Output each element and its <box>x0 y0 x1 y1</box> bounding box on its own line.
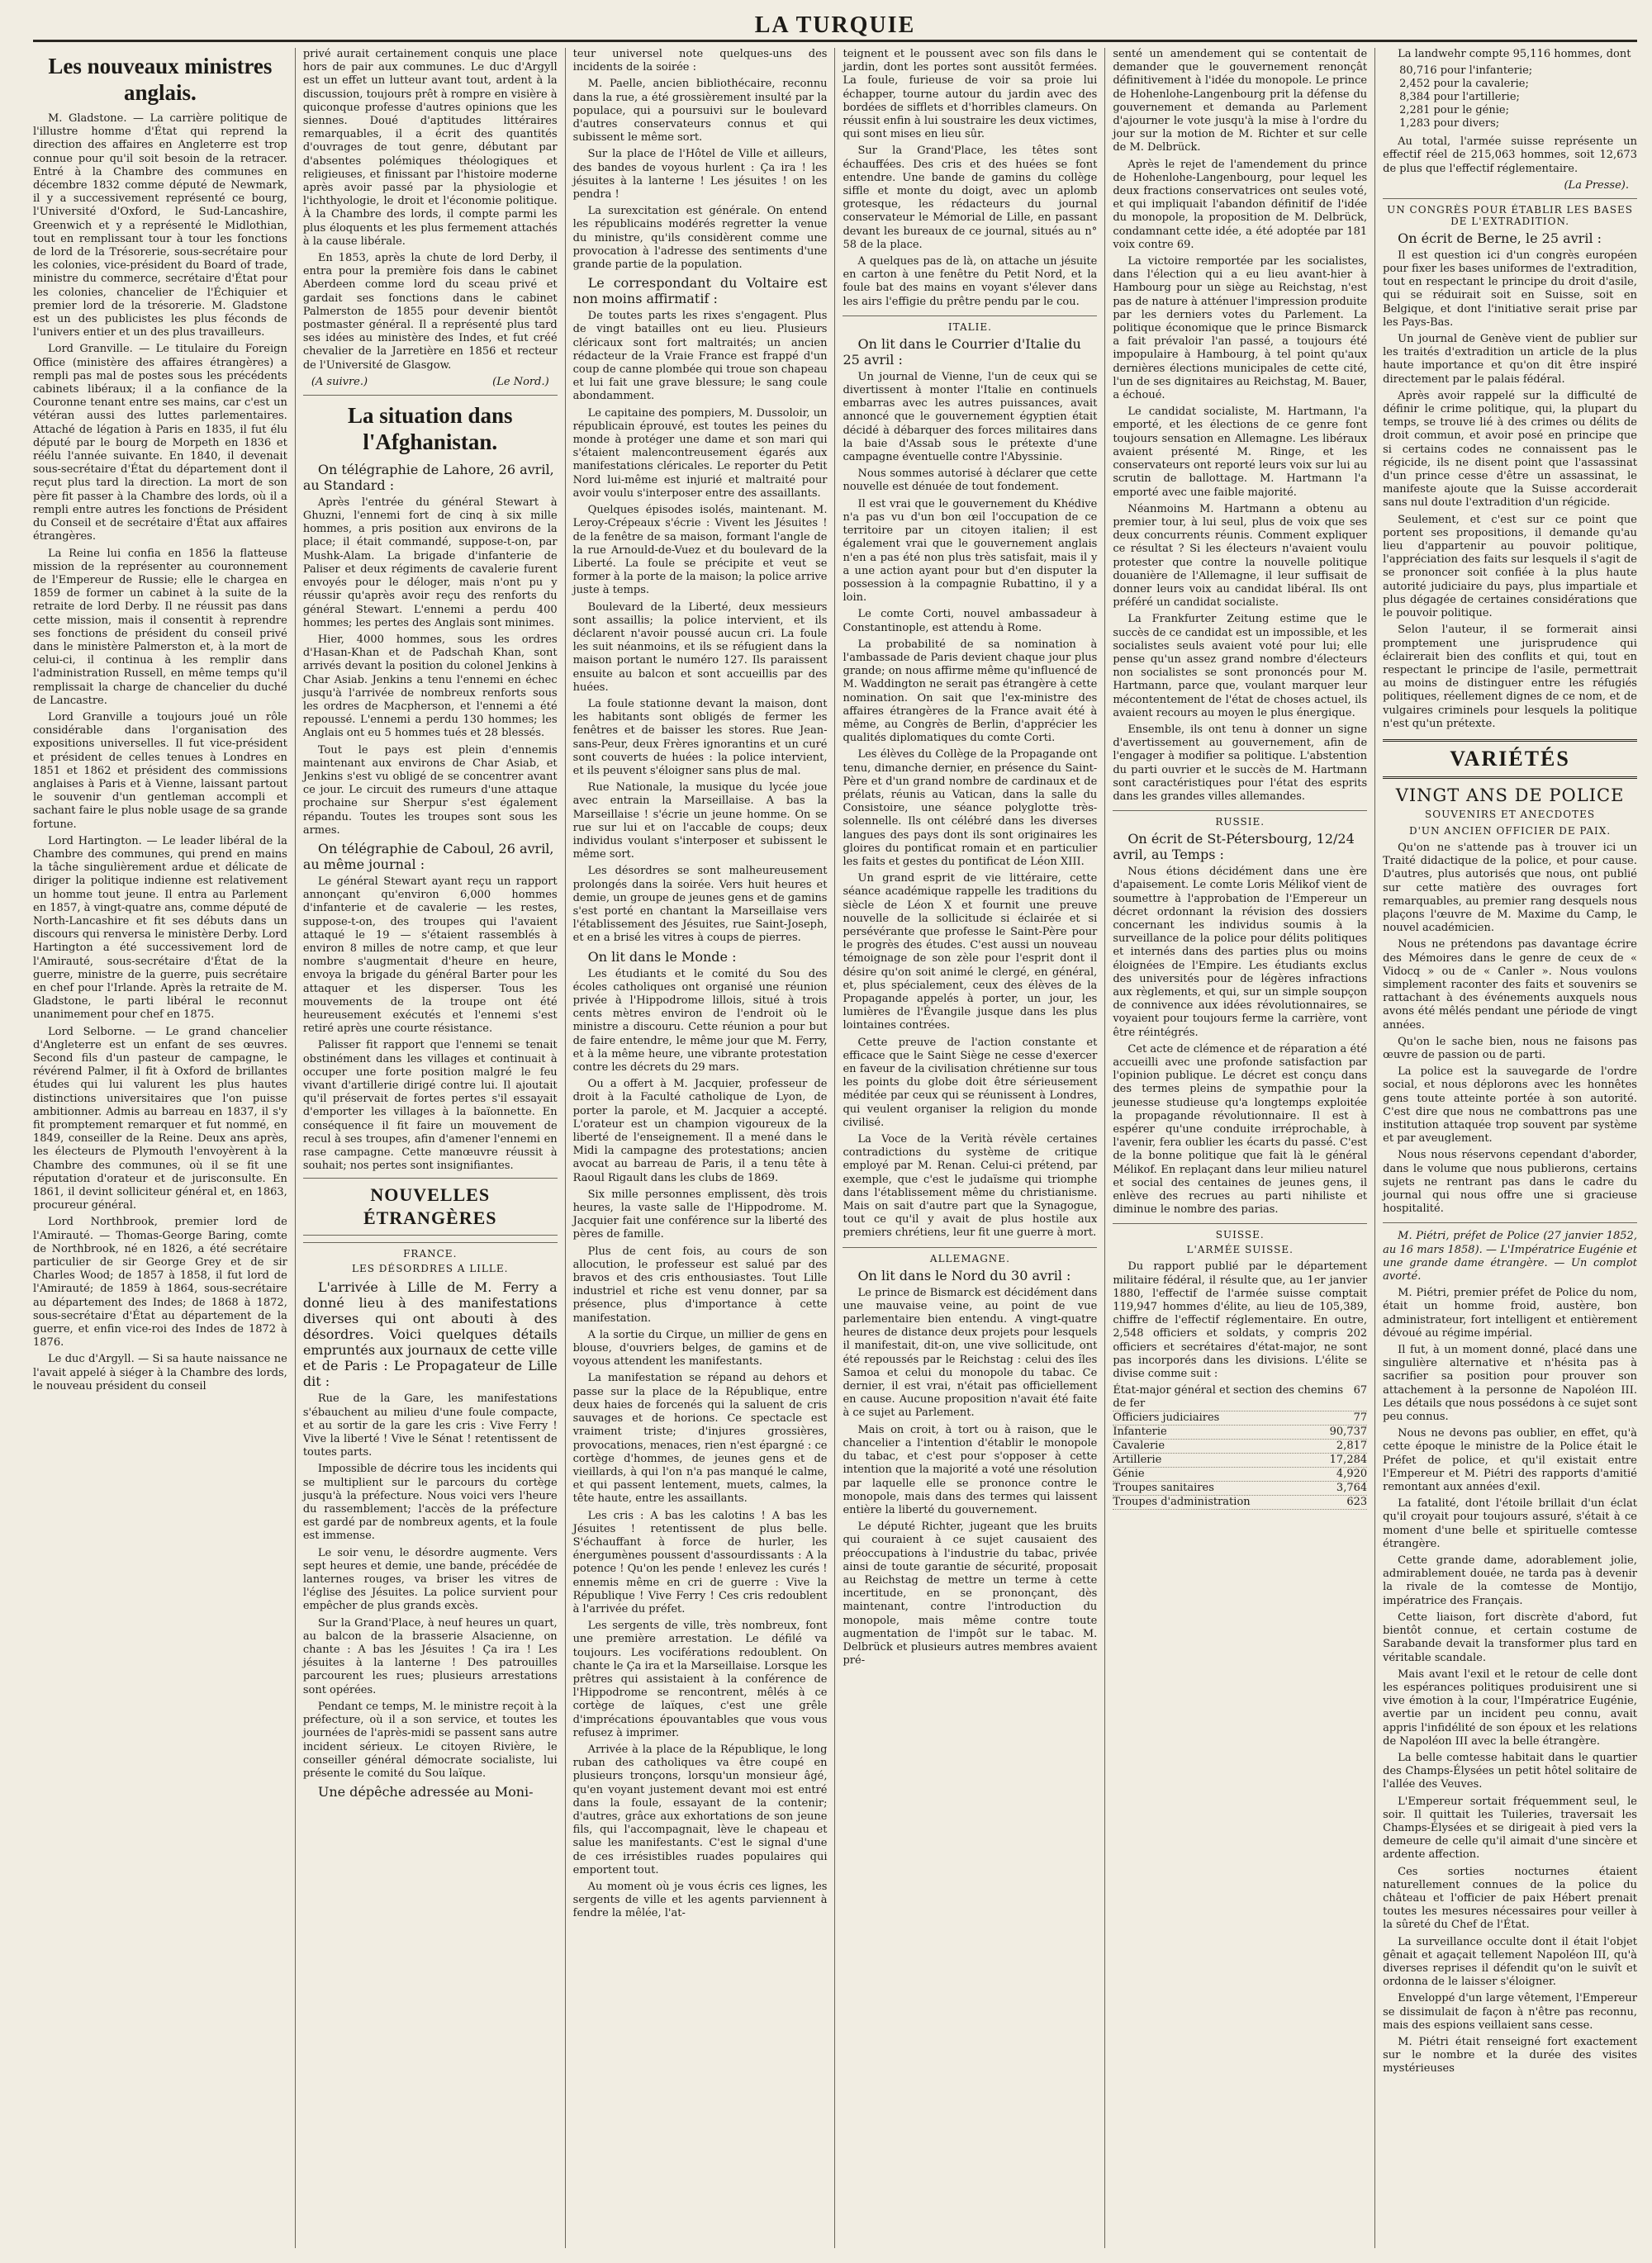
column-2 <box>295 48 565 2248</box>
paragraph: La victoire remportée par les socialistes, dans l'élection qui a eu lieu avant-hier à Hambourg pour un siège au Reichstag, n'est pas de nature à atténuer l'impression produite par les derniers votes du Parlement. La politique économique que le prince Bismarck a fait prévaloir l'an passé, a toujours été impopulaire à Hambourg, à tel point qu'aux dernières élections municipales de cette cité, l'un de ses dignitaires au Reichstag, M. Bauer, a échoué. <box>1113 255 1368 402</box>
country-heading: ALLEMAGNE. <box>843 1247 1097 1264</box>
paragraph: Le duc d'Argyll. — Si sa haute naissance ne l'avait appelé à siéger à la Chambre des lords, le nouveau président du conseil <box>33 1353 287 1392</box>
feature-title: VINGT ANS DE POLICE <box>1395 785 1625 805</box>
table-row <box>1113 1411 1367 1426</box>
paragraph: La police est la sauvegarde de l'ordre social, et nous déplorons avec les honnêtes gens toute atteinte portée à son autorité. C'est dire que nous ne combattrons pas une institution attaquée trop souvent par système et par aveuglement. <box>1383 1065 1637 1146</box>
table-row-value: 4,920 <box>1336 1468 1368 1481</box>
paragraph: Sur la Grand'Place, les têtes sont échauffées. Des cris et des huées se font entendre. Une bande de gamins du collège siffle et monte du doigt, avec un aplomb grotesque, les rédacteurs du journal conservateur le Mémorial de Lille, en passant devant les bureaux de ce journal, situés au n° 58 de la place. <box>843 145 1098 251</box>
paragraph: Boulevard de la Liberté, deux messieurs sont assaillis; la police intervient, et ils déclarent n'avoir poussé aucun cri. La foule les suit néanmoins, et ils se réfugient dans la maison portant le numéro 127. Ils paraissent ensuite au balcon et sont accueillis par des huées. <box>572 600 828 694</box>
column-3 <box>565 48 835 2248</box>
paragraph: Pendant ce temps, M. le ministre reçoit à la préfecture, où il a son service, et toutes les journées de l'après-midi se passent sans autre incident sérieux. Le citoyen Rivière, le conseiller général démocrate socialiste, lui présente le comité du Sou laïque. <box>302 1700 558 1780</box>
paragraph: Mais on croit, à tort ou à raison, que le chancelier a l'intention d'établir le monopole du tabac, et c'est pour s'opposer à cette intention que la majorité a voté une résolution par laquelle elle se prononce contre le monopole, mais dans des termes qui laissent entière la liberté du gouvernement. <box>843 1423 1098 1516</box>
paragraph: Après l'entrée du général Stewart à Ghuzni, l'ennemi fort de cinq à six mille hommes, a pris position aux environs de la place; il était commandé, suppose-t-on, par Mushk-Alam. La brigade d'infanterie de Paliser et deux régiments de cavalerie furent envoyés pour le déloger, mais n'ont pu y réussir qu'après avoir reçu des renforts du général Stewart. L'ennemi a perdu 400 hommes; les pertes des Anglais sont minimes. <box>302 496 558 629</box>
section-heading: UN CONGRÈS POUR ÉTABLIR LES BASES DE L'EXTRADITION. <box>1383 198 1637 227</box>
dateline: On télégraphie de Lahore, 26 avril, au Standard : <box>302 461 554 493</box>
dateline: On lit dans le Monde : <box>587 948 737 965</box>
table-row-value: 2,817 <box>1336 1440 1368 1453</box>
paragraph: Arrivée à la place de la République, le long ruban des catholiques va être coupé en plusieurs tronçons, lorsqu'un monsieur âgé, qu'en voyant justement devant moi est entré dans la foule, essayant de la contenir; d'autres, grâce aux exhortations de son jeune fils, qui l'accompagnait, lève le chapeau et salue les manifestants. C'est le signal d'une de ces irrésistibles ruades populaires qui emportent tout. <box>572 1743 828 1876</box>
stat-line: 1,283 pour divers; <box>1399 117 1500 130</box>
paragraph: Sur la place de l'Hôtel de Ville et ailleurs, des bandes de voyous hurlent : Ça ira ! les jésuites à la lanterne ! Les jésuites ! on les pendra ! <box>572 148 828 202</box>
country-heading: ITALIE. <box>843 315 1097 333</box>
paragraph: Ces sorties nocturnes étaient naturellement connues de la police du château et l'officier de paix Hébert prenait toutes les mesures nécessaires pour veiller à la sûreté du Chef de l'État. <box>1383 1865 1637 1932</box>
paragraph: La Reine lui confia en 1856 la flatteuse mission de la représenter au couronnement de l'Empereur de Russie; elle le chargea en 1859 de former un cabinet à la suite de la retraite de lord Derby. Il ne réussit pas dans cette mission, mais il consentit à reprendre ses fonctions de président du conseil privé dans le ministère Palmerston et, à la mort de celui-ci, il continua à les remplir dans l'administration Russell, en même temps qu'il remplissait la charge de chancelier du duché de Lancastre. <box>33 547 287 707</box>
table-row <box>1113 1384 1367 1411</box>
chapter-summary: M. Piétri, préfet de Police (27 janvier 1852, au 16 mars 1858). — L'Impératrice Eugénie et une grande dame étrangère. — Un complot avorté. <box>1383 1230 1637 1283</box>
paragraph: A quelques pas de là, on attache un jésuite en carton à une fenêtre du Petit Nord, et la foule bat des mains en voyant s'élever dans les airs l'effigie du prêtre pendu par le cou. <box>843 255 1098 308</box>
masthead: LA TURQUIE <box>33 12 1637 42</box>
country-heading: RUSSIE. <box>1113 810 1367 828</box>
paragraph: Nous ne prétendons pas davantage écrire des Mémoires dans le genre de ceux de « Vidocq » ou de « Canler ». Nous voulons simplement raconter des faits et souvenirs se rattachant à des événements auxquels nous avons été mêlés pendant une période de vingt années. <box>1383 938 1637 1032</box>
source-credit: (Le Nord.) <box>492 375 549 388</box>
table-row <box>1113 1468 1367 1482</box>
stat-line: 2,281 pour le génie; <box>1399 104 1509 117</box>
to-be-continued: (A suivre.) <box>311 375 368 388</box>
paragraph: Le correspondant du Voltaire est non moins affirmatif : <box>572 275 828 307</box>
paragraph: senté un amendement qui se contentait de demander que le gouvernement renonçât définitivement à l'idée du monopole. Le prince de Hohenlohe-Langenbourg prit la défense du gouvernement et demanda au Parlement d'ajourner le vote jusqu'à la mise à l'ordre du jour sur la motion de M. Richter et sur celle de M. Delbrück. <box>1113 48 1368 154</box>
paragraph: Après le rejet de l'amendement du prince de Hohenlohe-Langenbourg, pour lequel les deux fractions conservatrices ont seules voté, et qui impliquait l'abandon définitif de l'idée du monopole, la proposition de M. Delbrück, condamnant cette idée, a été adoptée par 181 voix contre 69. <box>1113 158 1368 251</box>
section-title-varietes: VARIÉTÉS <box>1383 739 1637 779</box>
paragraph: Six mille personnes emplissent, dès trois heures, la vaste salle de l'Hippodrome. M. Jacquier fait une conférence sur la liberté des pères de famille. <box>572 1188 828 1241</box>
paragraph: Nous sommes autorisé à déclarer que cette nouvelle est dénuée de tout fondement. <box>843 467 1098 494</box>
landwehr-stats <box>1399 64 1637 130</box>
paragraph: Les cris : A bas les calotins ! A bas les Jésuites ! retentissent de plus belle. S'échauffant à force de hurler, les énergumènes poussent d'assourdissants : A la potence ! Qu'on les pende ! enlevez les curés ! ennemis même en cri de guerre : Vive la République ! Vive Ferry ! Ces cris redoublent à l'arrivée du préfet. <box>572 1509 828 1615</box>
divider <box>1383 1222 1637 1223</box>
stat-line: 8,384 pour l'artillerie; <box>1399 91 1520 104</box>
paragraph: Un grand esprit de vie littéraire, cette séance académique rappelle les traditions du siècle de Léon X et fournit une preuve nouvelle de la sollicitude si éclairée et si persévérante que professe le Saint-Père pour le progrès des études. C'est aussi un nouveau témoignage de son zèle pour l'esprit dont il désire qu'on soit animé le clergé, en général, et, plus spécialement, ceux des élèves de la Propagande appelés à porter, un jour, les lumières de l'Évangile jusque dans les plus lointaines contrées. <box>843 872 1098 1032</box>
paragraph: M. Piétri était renseigné fort exactement sur le nombre et la durée des visites mystérieuses <box>1383 2035 1637 2076</box>
subheading: LES DÉSORDRES A LILLE. <box>352 1263 509 1275</box>
table-row-label: Troupes sanitaires <box>1113 1482 1214 1495</box>
country-heading: SUISSE. <box>1113 1223 1367 1241</box>
paragraph: Qu'on le sache bien, nous ne faisons pas œuvre de passion ou de parti. <box>1383 1035 1637 1061</box>
paragraph: Le général Stewart ayant reçu un rapport annonçant qu'environ 6,000 hommes d'infanterie et de cavalerie — les restes, suppose-t-on, des troupes qui l'avaient attaqué le 19 — s'étaient rassemblés à environ 8 milles de notre camp, et que leur nombre s'augmentait d'heure en heure, envoya la brigade du général Barter pour les attaquer et les disperser. Tous les mouvements de la troupe ont été heureusement exécutés et l'ennemi s'est retiré après une courte résistance. <box>302 875 558 1036</box>
table-row-value: 67 <box>1353 1384 1368 1397</box>
paragraph: M. Gladstone. — La carrière politique de l'illustre homme d'État qui reprend la direction des affaires en Angleterre est trop connue pour qu'il soit besoin de la retracer. Entré à la Chambre des communes en décembre 1832 comme député de Newmark, il y a successivement représenté ce bourg, l'Université d'Oxford, le Sud-Lancashire, Greenwich et y a représenté le Midlothian, tout en remplissant tour à tour les fonctions de lord de la Trésorerie, sous-secrétaire pour les colonies, vice-président du Board of trade, ministre du commerce, secrétaire d'État pour les colonies, chancelier de l'Échiquier et premier lord de la trésorerie. M. Gladstone est un des publicistes les plus féconds de l'univers entier et un des plus travailleurs. <box>33 112 287 339</box>
paragraph: Nous nous réservons cependant d'aborder, dans le volume que nous publierons, certains sujets ne rentrant pas dans le cadre du journal qui nous offre une si gracieuse hospitalité. <box>1383 1149 1637 1216</box>
country-heading: FRANCE. <box>303 1242 558 1260</box>
table-row-value: 77 <box>1353 1411 1368 1425</box>
paragraph: Nous ne devons pas oublier, en effet, qu'à cette époque le ministre de la Police était le Préfet de police, et qu'il existait entre l'Empereur et M. Piétri des rapports d'amitié remontant aux années d'exil. <box>1383 1427 1637 1494</box>
paragraph: La surveillance occulte dont il était l'objet gênait et agaçait tellement Napoléon III, qu'à diverses reprises il défendit qu'on le suivît et ordonna de le laisser s'éloigner. <box>1383 1935 1637 1989</box>
paragraph: Tout le pays est plein d'ennemis maintenant aux environs de Char Asiab, et Jenkins s'est vu obligé de se concentrer avant ce jour. Le circuit des rumeurs d'une attaque prochaine sur Sherpur s'est également répandu. Toutes les troupes sont sous les armes. <box>302 743 558 837</box>
dateline: On lit dans le Courrier d'Italie du 25 avril : <box>843 335 1081 368</box>
paragraph: Selon l'auteur, il se formerait ainsi promptement une jurisprudence qui éclairerait bien des conflits et qui, tout en respectant le principe de l'asile, permettrait au moins de distinguer entre les réfugiés politiques, réellement dignes de ce nom, et de vulgaires criminels pour lesquels la politique n'est qu'un prétexte. <box>1383 624 1637 730</box>
table-row-label: État-major général et section des chemins de fer <box>1113 1384 1344 1411</box>
paragraph: Le prince de Bismarck est décidément dans une mauvaise veine, au point de vue parlementaire bien entendu. A vingt-quatre heures de distance deux projets pour lesquels il manifestait, dit-on, une vive sollicitude, ont été repoussés par le Reichstag : celui des îles Samoa et celui du monopole du tabac. Ce dernier, il est vrai, n'était pas officiellement en cause. Aucune proposition n'avait été faite à ce sujet au Parlement. <box>843 1286 1098 1420</box>
paragraph: privé aurait certainement conquis une place hors de pair aux communes. Le duc d'Argyll est un effet un lutteur avant tout, ardent à la discussion, toujours prêt à rompre en visière à quiconque professe d'autres opinions que les siennes. Doué d'aptitudes littéraires remarquables, il a écrit des quantités d'ouvrages de tout genre, débutant par d'absentes polémiques théologiques et religieuses, et finissant par l'histoire moderne après avoir passé par la physiologie et l'ichthyologie, le droit et l'économie politique. À la Chambre des lords, il compte parmi les plus éloquents et les plus fermement attachés à la cause libérale. <box>302 48 558 248</box>
dateline: On lit dans le Nord du 30 avril : <box>857 1267 1071 1283</box>
stat-line: 2,452 pour la cavalerie; <box>1399 78 1529 91</box>
paragraph: Nous étions décidément dans une ère d'apaisement. Le comte Loris Mélikof vient de soumettre à l'approbation de l'Empereur un décret ordonnant la révision des dossiers concernant les individus soumis à la surveillance de la police pour délits politiques et internés dans des parties plus ou moins éloignées de l'Empire. Les étudiants exclus des universités pour de légères infractions aux règlements, et qui, sur un simple soupçon de connivence aux idées révolutionnaires, se voyaient pour toujours ferme la carrière, vont être réintégrés. <box>1113 866 1368 1039</box>
paragraph: teur universel note quelques-uns des incidents de la soirée : <box>572 48 828 74</box>
table-row <box>1113 1440 1367 1454</box>
columns <box>33 48 1637 2248</box>
paragraph: Après avoir rappelé sur la difficulté de définir le crime politique, qui, la plupart du temps, se trouve lié à des crimes ou délits de droit commun, et avoir posé en principe que si certains codes ne connaissent pas le régicide, ils ne disent point que l'assassinat d'un prince cesse d'être un assassinat, le manifeste ajoute que la Suisse accorderait sans nul doute l'extradition d'un régicide. <box>1383 389 1637 510</box>
paragraph: Hier, 4000 hommes, sous les ordres d'Hasan-Khan et de Padschah Khan, sont arrivés devant la position du colonel Jenkins à Char Asiab. Jenkins a tenu l'ennemi en échec jusqu'à l'arrivée de nombreux renforts sous les ordres de Macpherson, et l'ennemi a été repoussé. L'ennemi a perdu 130 hommes; les Anglais ont eu 5 hommes tués et 28 blessés. <box>302 633 558 740</box>
paragraph: Qu'on ne s'attende pas à trouver ici un Traité didactique de la police, et pour cause. D'autres, plus autorisés que nous, ont publié sur cette matière des ouvrages fort remarquables, au premier rang desquels nous plaçons l'œuvre de M. Maxime du Camp, le nouvel académicien. <box>1383 841 1637 935</box>
paragraph: La belle comtesse habitait dans le quartier des Champs-Élysées un petit hôtel solitaire de l'allée des Veuves. <box>1383 1751 1637 1791</box>
table-row-value: 17,284 <box>1329 1454 1368 1467</box>
paragraph: Cette grande dame, adorablement jolie, admirablement douée, ne tarda pas à devenir la rivale de la comtesse de Montijo, impératrice des Français. <box>1383 1554 1637 1607</box>
stat-line: 80,716 pour l'infanterie; <box>1399 64 1533 78</box>
paragraph: Il est vrai que le gouvernement du Khédive n'a pas vu d'un bon œil l'occupation de ce territoire par un citoyen italien; il est également vrai que le gouvernement anglais n'en a pas été non plus très satisfait, mais il y a une action ayant pour but d'en disputer la possession à la compagnie Rubattino, il y a loin. <box>843 497 1098 605</box>
table-row <box>1113 1426 1367 1440</box>
paragraph: A la sortie du Cirque, un millier de gens en blouse, d'ouvriers belges, de gamins et de voyous attendent les manifestants. <box>572 1328 828 1369</box>
paragraph: Un journal de Genève vient de publier sur les traités d'extradition un article de la plus haute importance et qu'on dit être inspiré directement par le palais fédéral. <box>1383 333 1637 386</box>
paragraph: Quelques épisodes isolés, maintenant. M. Leroy-Crépeaux s'écrie : Vivent les Jésuites ! de la fenêtre de sa maison, formant l'angle de la rue Arnould-de-Vuez et du boulevard de la Liberté. La foule se précipite et veut se former à la porte de la maison; la police arrive juste à temps. <box>572 504 828 597</box>
paragraph: Le soir venu, le désordre augmente. Vers sept heures et demie, une bande, précédée de lanternes rouges, va briser les vitres de l'église des Jésuites. La police survient pour empêcher de plus grands excès. <box>302 1546 558 1613</box>
paragraph: Lord Northbrook, premier lord de l'Amirauté. — Thomas-George Baring, comte de Northbrook, né en 1826, a été secrétaire particulier de sir George Grey et de sir Charles Wood; de 1857 à 1858, il fut lord de l'Amirauté; de 1859 à 1864, sous-secrétaire au département des Indes; de 1868 à 1872, sous-secrétaire d'État au département de la guerre, et enfin vice-roi des Indes de 1872 à 1876. <box>33 1216 287 1350</box>
article-signature <box>311 376 549 388</box>
paragraph: Une dépêche adressée au Moni- <box>317 1784 534 1800</box>
table-row-label: Cavalerie <box>1113 1440 1165 1453</box>
paragraph: La Voce de la Verità révèle certaines contradictions du système de critique employé par M. Renan. Celui-ci prétend, par exemple, que c'est le judaïsme qui triomphe dans l'établissement même du christianisme. Mais on sait d'autre part que la Synagogue, tout ce qu'il y avait de plus hostile aux premiers chrétiens, leur fit une guerre à mort. <box>843 1133 1098 1240</box>
army-table <box>1113 1384 1367 1510</box>
paragraph: Au moment où je vous écris ces lignes, les sergents de ville et les agents parviennent à fendre la mêlée, l'at- <box>572 1881 828 1920</box>
article-title-afghanistan: La situation dans l'Afghanistan. <box>347 402 513 454</box>
paragraph: Sur la Grand'Place, à neuf heures un quart, au balcon de la brasserie Alsacienne, on chante : A bas les Jésuites ! Ça ira ! Les jésuites à la lanterne ! Des patrouilles parcourent les rues; plusieurs arrestations sont opérées. <box>302 1616 558 1696</box>
paragraph: Le député Richter, jugeant que les bruits qui couraient à ce sujet causaient des préoccupations à l'industrie du tabac, privée ainsi de toute garantie de sécurité, proposait au Reichstag de mettre un terme à cette incertitude, en se prononçant, dès maintenant, contre l'introduction du monopole, mais même contre toute augmentation de l'impôt sur le tabac. M. Delbrück et plusieurs autres membres avaient pré- <box>843 1521 1098 1668</box>
table-row <box>1113 1482 1367 1496</box>
table-row-value: 623 <box>1346 1496 1368 1509</box>
paragraph: Cet acte de clémence et de réparation a été accueilli avec une profonde satisfaction par l'opinion publique. Le décret est conçu dans des termes pleins de sympathie pour la jeunesse studieuse qu'a longtemps exploitée la propagande révolutionnaire. Il est à espérer qu'une conduite irréprochable, à l'avenir, fera oublier les écarts du passé. C'est de la bonne politique que fait là le général Mélikof. En replaçant dans leur milieu naturel et social des centaines de jeunes gens, il enlève des recrues au parti nihiliste et diminue le nombre des parias. <box>1113 1042 1368 1217</box>
paragraph: La landwehr compte 95,116 hommes, dont <box>1398 48 1631 60</box>
table-row <box>1113 1454 1367 1468</box>
paragraph: Les sergents de ville, très nombreux, font une première arrestation. Le défilé va toujours. Les vociférations redoublent. On chante le Ça ira et la Marseillaise. Lorsque les prêtres qui assistaient à la conférence de l'Hippodrome se rencontrent, mêlés à ce cortège de laïques, c'est une grêle d'imprécations épouvantables que vous vous refusez à imprimer. <box>572 1620 828 1739</box>
table-row-label: Infanterie <box>1113 1426 1167 1439</box>
paragraph: Un journal de Vienne, l'un de ceux qui se divertissent à monter l'Italie en continuels embarras avec les autres puissances, avait annoncé que le gouvernement égyptien était décidé à débarquer des forces militaires dans la baie d'Assab sous le prétexte d'une campagne éventuelle contre l'Abyssinie. <box>843 370 1098 464</box>
paragraph: Impossible de décrire tous les incidents qui se multiplient sur le parcours du cortège jusqu'à la préfecture. Nous voici vers l'heure du rassemblement; l'accès de la préfecture est gardé par de nombreux agents, et la foule est immense. <box>302 1463 558 1543</box>
paragraph: La foule stationne devant la maison, dont les habitants sont obligés de fermer les fenêtres et de baisser les stores. Rue Jean-sans-Peur, deux Frères ignorantins et un curé sont couverts de huées : la police intervient, et ils peuvent s'éloigner sans plus de mal. <box>572 697 828 777</box>
paragraph: Du rapport publié par le département militaire fédéral, il résulte que, au 1er janvier 1880, l'effectif de l'armée suisse comptait 119,947 hommes d'élite, au lieu de 105,389, chiffre de l'effectif réglementaire. En outre, 2,548 officiers et soldats, y compris 202 officiers et secrétaires d'état-major, ne sont pas incorporés dans les divisions. L'élite se divise comme suit : <box>1113 1260 1368 1381</box>
paragraph: Le candidat socialiste, M. Hartmann, l'a emporté, et les élections de ce genre font toujours sensation en Allemagne. Les libéraux avaient présenté M. Ringe, et les conservateurs ont reporté leurs voix sur lui au scrutin de ballottage. M. Hartmann l'a emporté avec une faible majorité. <box>1113 406 1368 499</box>
subheading: L'ARMÉE SUISSE. <box>1186 1244 1294 1256</box>
paragraph: Ensemble, ils ont tenu à donner un signe d'avertissement au gouvernement, afin de l'engager à modifier sa politique. L'abstention du parti ouvrier et le succès de M. Hartmann sont caractéristiques pour l'état des esprits dans les grandes villes allemandes. <box>1113 723 1368 803</box>
feature-byline: D'UN ANCIEN OFFICIER DE PAIX. <box>1408 824 1612 837</box>
paragraph: Palisser fit rapport que l'ennemi se tenait obstinément dans les villages et continuait à occuper une forte position malgré le feu vivant d'artillerie dirigé contre lui. Il ajoutait qu'il préservait de fortes pertes s'il essayait d'emporter les villages à la baïonnette. En conséquence il fit faire un mouvement de recul à ses troupes, afin d'amener l'ennemi en rase campagne. Cette manœuvre réussit à souhait; nos pertes sont insignifiantes. <box>302 1039 558 1173</box>
table-row-value: 90,737 <box>1329 1426 1368 1439</box>
paragraph: Le capitaine des pompiers, M. Dussoloir, un républicain éprouvé, est toutes les peines du monde à protéger une dame et son mari qui s'étaient malencontreusement égarés aux manifestations cléricales. Le reporter du Petit Nord lui-même est injurié et maltraité pour avoir voulu s'interposer entre des assaillants. <box>572 406 828 500</box>
paragraph: Rue Nationale, la musique du lycée joue avec entrain la Marseillaise. A bas la Marseillaise ! s'écrie un jeune homme. On se rue sur lui et on l'accable de coups; deux individus voulant s'interposer et subissent le même sort. <box>572 781 828 861</box>
article-title-ministres: Les nouveaux ministres anglais. <box>48 54 273 105</box>
source-credit-text: (La Presse). <box>1564 178 1629 192</box>
paragraph: Rue de la Gare, les manifestations s'ébauchent au milieu d'une foule compacte, et au sortir de la gare les cris : Vive Ferry ! Vive la liberté ! Vive le Sénat ! retentissent de toutes parts. <box>302 1392 558 1459</box>
lead-paragraph: L'arrivée à Lille de M. Ferry a donné lieu à des manifestations diverses qui ont abouti à des désordres. Voici quelques détails empruntés aux journaux de cette ville et de Paris : Le Propagateur de Lille dit : <box>302 1279 558 1390</box>
paragraph: Seulement, et c'est sur ce point que portent ses propositions, il demande qu'au lieu d'appartenir au pouvoir politique, l'appréciation des faits sur lesquels il s'agit de se prononcer soit confiée à la plus haute autorité judiciaire du pays, plus impartiale et plus dégagée de certaines considérations que le pouvoir politique. <box>1383 513 1637 620</box>
table-row <box>1113 1496 1367 1510</box>
paragraph: Enveloppé d'un large vêtement, l'Empereur se dissimulait de façon à n'être pas reconnu, mais des espions veillaient sans cesse. <box>1383 1992 1637 2032</box>
paragraph: La fatalité, dont l'étoile brillait d'un éclat qu'il croyait pour toujours assuré, s'était à ce moment d'une belle et spirituelle comtesse étrangère. <box>1383 1497 1637 1550</box>
paragraph: Il est question ici d'un congrès européen pour fixer les bases uniformes de l'extradition, tout en respectant le principe du droit d'asile, qui se réduirait soit en Suisse, soit en Belgique, et dont l'initiative serait prise par les Pays-Bas. <box>1383 249 1637 329</box>
dateline: On écrit de St-Pétersbourg, 12/24 avril, au Temps : <box>1113 831 1355 863</box>
paragraph: La probabilité de sa nomination à l'ambassade de Paris devient chaque jour plus grande; on nous affirme même qu'influencé de M. Waddington ne serait pas étrangère à cette nomination. On sait que l'ex-ministre des affaires étrangères de la France avait été à même, au Congrès de Berlin, d'apprécier les qualités diplomatiques du comte Corti. <box>843 638 1098 745</box>
column-1 <box>33 48 295 2248</box>
paragraph: Il fut, à un moment donné, placé dans une singulière alternative et n'hésita pas à sacrifier sa position pour prouver son attachement à la personne de Napoléon III. Les détails que nous possédons à ce sujet sont peu connus. <box>1383 1344 1637 1424</box>
column-6 <box>1374 48 1637 2248</box>
paragraph: La Frankfurter Zeitung estime que le succès de ce candidat est un impossible, et les socialistes seuls avaient voté pour lui; elle pense qu'un assez grand nombre d'électeurs non socialistes se sont prononcés pour M. Hartmann, parce que, voulant marquer leur mécontentement de l'état de choses actuel, ils avaient recours au moyen le plus énergique. <box>1113 613 1368 719</box>
paragraph: L'Empereur sortait fréquemment seul, le soir. Il quittait les Tuileries, traversait les Champs-Élysées et se dirigeait à pied vers la demeure de celle qu'il aimait d'une sincère et ardente affection. <box>1383 1795 1637 1862</box>
paragraph: M. Paelle, ancien bibliothécaire, reconnu dans la rue, a été grossièrement insulté par la populace, qui a poursuivi sur le boulevard d'autres conservateurs connus et qui subissent le même sort. <box>572 78 828 145</box>
paragraph: Les élèves du Collège de la Propagande ont tenu, dimanche dernier, en présence du Saint-Père et d'un grand nombre de cardinaux et de prélats, réunis au Vatican, dans la salle du Consistoire, une séance polyglotte très-solennelle. Ils ont célébré dans les diverses langues des pays dont ils sont originaires les gloires du pontificat romain et en particulier les faits et gestes du pontificat de Léon XIII. <box>843 748 1098 868</box>
paragraph: M. Piétri, premier préfet de Police du nom, était un homme froid, austère, bon administrateur, fort intelligent et entièrement dévoué au régime impérial. <box>1383 1287 1637 1340</box>
divider <box>303 395 558 396</box>
paragraph: Au total, l'armée suisse représente un effectif réel de 215,063 hommes, soit 12,673 de plus que l'effectif réglementaire. <box>1383 135 1637 175</box>
paragraph: La surexcitation est générale. On entend les républicains modérés regretter la venue du ministre, qu'ils considèrent comme une provocation à l'adresse des sentiments d'une grande partie de la population. <box>572 205 828 272</box>
column-4 <box>834 48 1104 2248</box>
column-5 <box>1104 48 1374 2248</box>
paragraph: Cette liaison, fort discrète d'abord, fut bientôt connue, et certain costume de Sarabande devait la transformer plus tard en véritable scandale. <box>1383 1611 1637 1664</box>
source-credit <box>1391 179 1629 192</box>
dateline: On télégraphie de Caboul, 26 avril, au même journal : <box>302 840 554 872</box>
paragraph: Mais avant l'exil et le retour de celle dont les espérances politiques produisirent une si vive émotion à la cour, l'Impératrice Eugénie, avertie par un incident peu connu, avait appris l'infidélité de son époux et les relations de Napoléon III avec la belle étrangère. <box>1383 1668 1637 1748</box>
paragraph: Lord Granville. — Le titulaire du Foreign Office (ministère des affaires étrangères) a rempli pas mal de postes sous les précédents cabinets libéraux; il a la confiance de la Couronne tenant entre ses mains, car c'est un vétéran aussi des luttes parlementaires. Attaché de légation à Paris en 1835, il fut élu député par le bourg de Morpeth en 1836 et réélu l'année suivante. En 1840, il devenait sous-secrétaire d'État du département dont il reçut plus tard la direction. La mort de son père fit passer à la Chambre des lords, où il a rempli entre autres les fonctions de Président du Conseil et de secrétaire d'État aux affaires étrangères. <box>33 343 287 543</box>
paragraph: Le comte Corti, nouvel ambassadeur à Constantinople, est attendu à Rome. <box>843 608 1098 634</box>
paragraph: De toutes parts les rixes s'engagent. Plus de vingt batailles ont eu lieu. Plusieurs cléricaux sont fort maltraités; un ancien rédacteur de la Vraie France est frappé d'un coup de canne plombée qui troue son chapeau et lui fait une grave blessure; le sang coule abondamment. <box>572 310 828 403</box>
table-row-label: Troupes d'administration <box>1113 1496 1251 1509</box>
table-row-value: 3,764 <box>1336 1482 1368 1495</box>
feature-subtitle: SOUVENIRS ET ANECDOTES <box>1425 808 1596 820</box>
paragraph: En 1853, après la chute de lord Derby, il entra pour la première fois dans le cabinet Aberdeen comme lord du sceau privé et gardait ses fonctions dans le cabinet Palmerston de 1855 pour devenir bientôt postmaster général. Il a représenté plus tard ses idées au ministère des Indes, et fut créé chevalier de la Jarretière en 1856 et recteur de l'Université de Glasgow. <box>302 252 558 372</box>
paragraph: teignent et le poussent avec son fils dans le jardin, dont les portes sont aussitôt fermées. La foule, furieuse de voir sa proie lui échapper, tourne autour du jardin avec des bordées de sifflets et d'horribles clameurs. On réussit enfin à lui soustraire les deux victimes, qui sont mises en lieu sûr. <box>843 48 1098 141</box>
dateline: On écrit de Berne, le 25 avril : <box>1398 230 1602 246</box>
paragraph: Les désordres se sont malheureusement prolongés dans la soirée. Vers huit heures et demie, un groupe de jeunes gens et de gamins s'est porté en chantant la Marseillaise vers l'établissement des Jésuites, rue Saint-Joseph, et en a brisé les vitres à coups de pierres. <box>572 865 828 945</box>
paragraph: Lord Selborne. — Le grand chancelier d'Angleterre est un enfant de ses œuvres. Second fils d'un pasteur de campagne, le révérend Palmer, il fit à Oxford de brillantes études qui lui valurent les plus hautes distinctions universitaires que l'on puisse ambitionner. Admis au barreau en 1837, il s'y fit promptement remarquer et fut nommé, en 1849, conseiller de la Reine. Deux ans après, les électeurs de Plymouth l'envoyèrent à la Chambre des communes, où il se fit une réputation d'orateur et de jurisconsulte. En 1861, il devint solliciteur général et, en 1863, procureur général. <box>33 1025 287 1212</box>
paragraph: Néanmoins M. Hartmann a obtenu au premier tour, à lui seul, plus de voix que ses deux concurrents réunis. Comment expliquer ce résultat ? Si les électeurs n'avaient voulu protester que contre la nouvelle politique douanière de l'Allemagne, il leur suffisait de donner leurs voix au candidat libéral. Ils ont préféré un candidat socialiste. <box>1113 502 1368 610</box>
paragraph: Les étudiants et le comité du Sou des écoles catholiques ont organisé une réunion privée à l'Hippodrome lillois, situé à trois cents mètres environ de l'endroit où le ministre a discouru. Cette réunion a pour but de faire entendre, le même jour que M. Ferry, et à la même heure, une vibrante protestation contre les décrets du 29 mars. <box>572 967 828 1075</box>
paragraph: Lord Hartington. — Le leader libéral de la Chambre des communes, qui prend en mains la tâche singulièrement ardue et délicate de diriger la politique indienne est relativement un homme tout jeune. Il entra au Parlement en 1857, à vingt-quatre ans, comme député de North-Lancashire et fit ses débuts dans un discours qui renversa le ministère Derby. Lord Hartington a été successivement lord de l'Amirauté, sous-secrétaire d'État de la guerre, ministre de la guerre, puis secrétaire en chef pour l'Irlande. Après la retraite de M. Gladstone, le parti libéral le reconnut unanimement pour chef en 1875. <box>33 834 287 1022</box>
section-title-foreign-news: NOUVELLES ÉTRANGÈRES <box>303 1178 558 1236</box>
paragraph: La manifestation se répand au dehors et passe sur la place de la République, entre deux haies de forcenés qui la saluent de cris sauvages et de horions. Ce spectacle est vraiment triste; d'injures grossières, provocations, menaces, rien n'est épargné : ce cortège d'hommes, de jeunes gens et de vieillards, à qui l'on n'a pas manqué le calme, et qui passent lentement, muets, calmes, la tête haute, entre les assaillants. <box>572 1372 828 1506</box>
paragraph: Ou a offert à M. Jacquier, professeur de droit à la Faculté catholique de Lyon, de porter la parole, et M. Jacquier a accepté. L'orateur est un champion vigoureux de la liberté de l'enseignement. Il a mené dans le Midi la campagne des protestations; ancien avocat au barreau de Paris, il a tenu tête à Raoul Rigault dans les clubs de 1869. <box>572 1078 828 1184</box>
table-row-label: Artillerie <box>1113 1454 1162 1467</box>
table-row-label: Génie <box>1113 1468 1145 1481</box>
table-row-label: Officiers judiciaires <box>1113 1411 1220 1425</box>
paragraph: Plus de cent fois, au cours de son allocution, le professeur est salué par des bravos et des cris enthousiastes. Tout Lille industriel et riche est venu donner, par sa présence, plus d'importance à cette manifestation. <box>572 1245 828 1325</box>
paragraph: Lord Granville a toujours joué un rôle considérable dans l'organisation des expositions universelles. Il fut vice-président et président de celles tenues à Londres en 1851 et 1862 et président des commissions anglaises à Paris et à Vienne, laissant partout le souvenir d'un gentleman accompli et sachant faire le plus noble usage de sa grande fortune. <box>33 710 287 831</box>
paragraph: Cette preuve de l'action constante et efficace que le Saint Siège ne cesse d'exercer en faveur de la civilisation chrétienne sur tous les points du globe doit être sérieusement méditée par ceux qui se réunissent à Londres, qui veulent organiser la religion du monde civilisé. <box>843 1036 1098 1129</box>
